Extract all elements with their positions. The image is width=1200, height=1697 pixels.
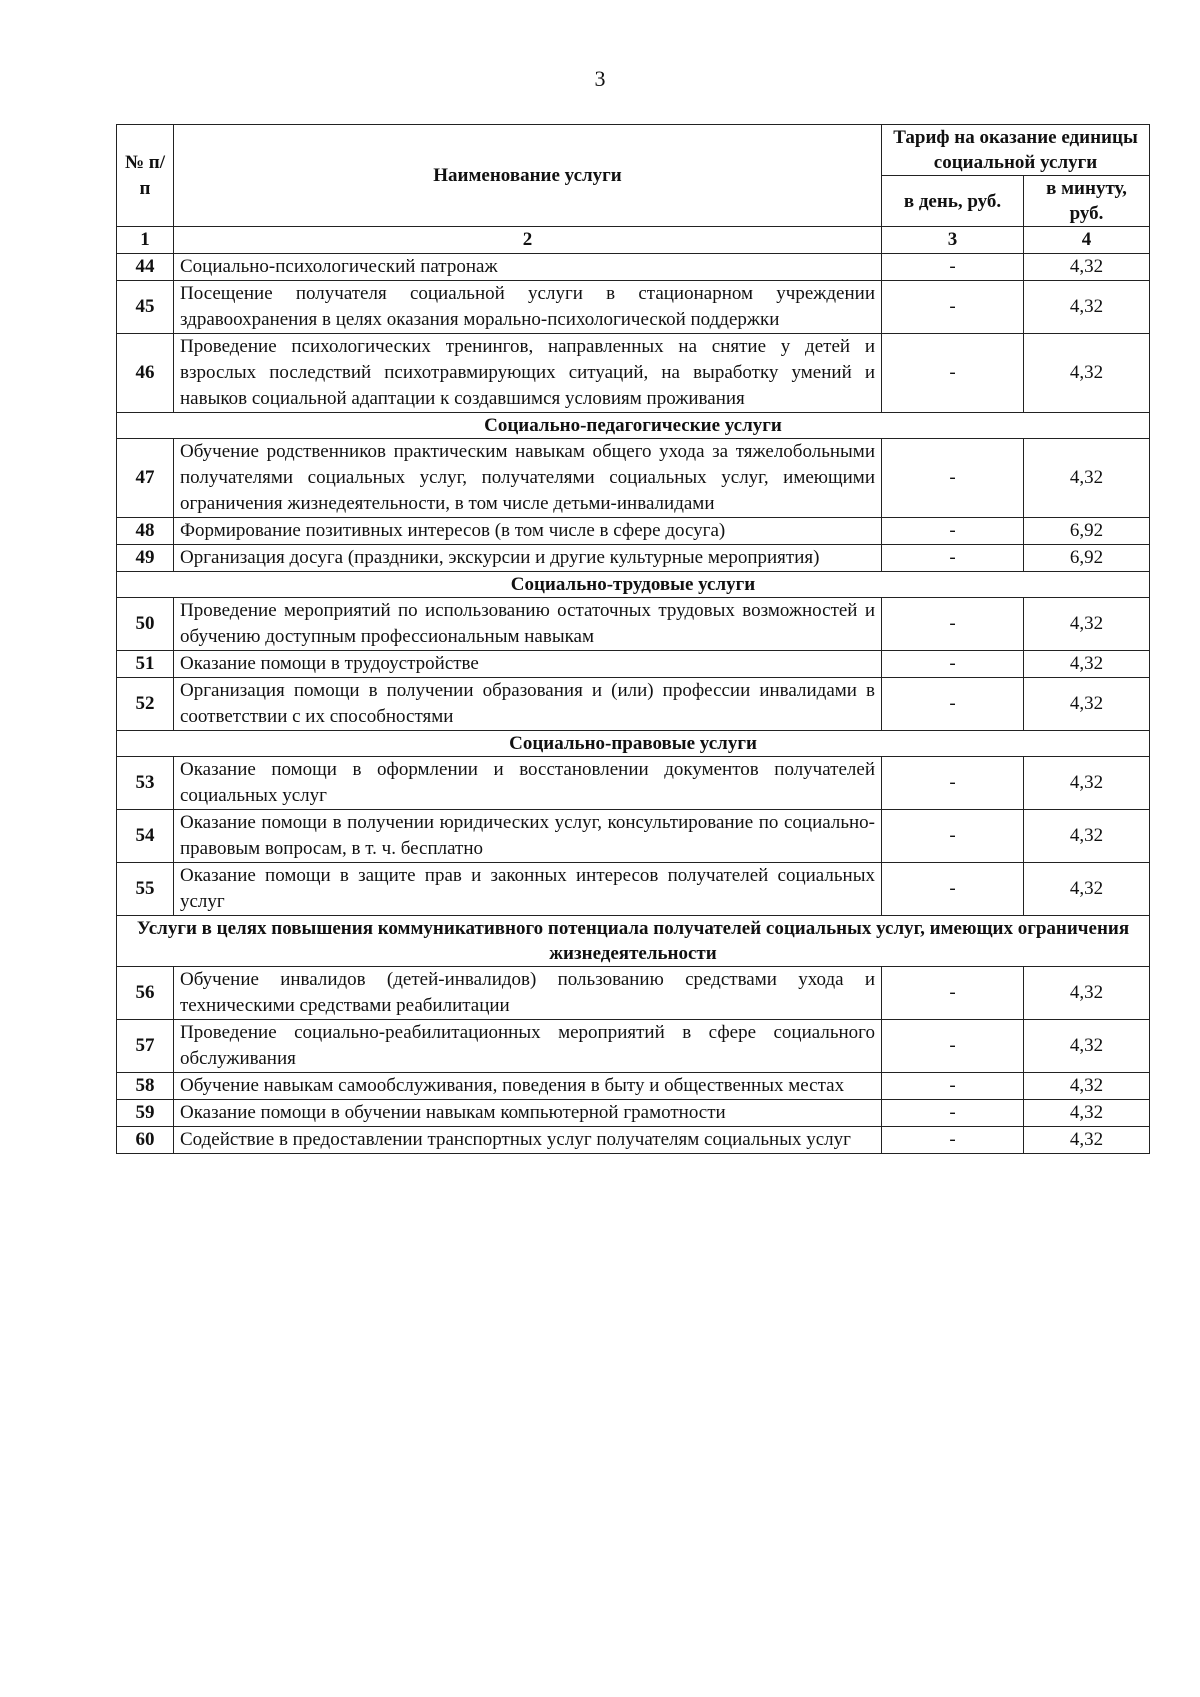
table-row xyxy=(117,810,1150,863)
tariff-per-day: - xyxy=(882,518,1024,545)
tariff-per-day: - xyxy=(882,757,1024,810)
section-title: Услуги в целях повышения коммуникативного потенциала получателей социальных услуг, имеющих ограничения жизнедеятельности xyxy=(117,916,1150,967)
table-row xyxy=(117,545,1150,572)
row-number: 54 xyxy=(117,810,174,863)
table-header xyxy=(117,125,1150,254)
table-row xyxy=(117,1100,1150,1127)
tariff-per-minute: 4,32 xyxy=(1024,1073,1150,1100)
tariff-per-day: - xyxy=(882,334,1024,413)
tariff-per-minute: 4,32 xyxy=(1024,678,1150,731)
table-row xyxy=(117,1127,1150,1154)
page-number: 3 xyxy=(594,66,606,91)
tariff-per-day: - xyxy=(882,1100,1024,1127)
tariff-per-minute: 4,32 xyxy=(1024,757,1150,810)
tariff-per-minute: 4,32 xyxy=(1024,1100,1150,1127)
service-name: Формирование позитивных интересов (в том числе в сфере досуга) xyxy=(174,518,882,545)
tariff-per-day: - xyxy=(882,598,1024,651)
service-name: Обучение инвалидов (детей-инвалидов) пользованию средствами ухода и техническими средствами реабилитации xyxy=(174,967,882,1020)
section-row xyxy=(117,916,1150,967)
column-number: 1 xyxy=(117,227,174,254)
table-row xyxy=(117,967,1150,1020)
service-name: Организация досуга (праздники, экскурсии и другие культурные мероприятия) xyxy=(174,545,882,572)
service-name: Оказание помощи в оформлении и восстановлении документов получателей социальных услуг xyxy=(174,757,882,810)
tariff-per-minute: 6,92 xyxy=(1024,518,1150,545)
row-number: 52 xyxy=(117,678,174,731)
tariff-per-day: - xyxy=(882,545,1024,572)
column-number-row xyxy=(117,227,1150,254)
service-name: Содействие в предоставлении транспортных услуг получателям социальных услуг xyxy=(174,1127,882,1154)
tariff-per-day: - xyxy=(882,1020,1024,1073)
table-row xyxy=(117,334,1150,413)
table-row xyxy=(117,1073,1150,1100)
tariff-per-day: - xyxy=(882,1127,1024,1154)
tariff-per-minute: 4,32 xyxy=(1024,651,1150,678)
service-name: Проведение психологических тренингов, направленных на снятие у детей и взрослых последствий психотравмирующих ситуаций, на выработку умений и навыков социальной адаптации к создавшимся условиям проживания xyxy=(174,334,882,413)
table-row xyxy=(117,254,1150,281)
row-number: 56 xyxy=(117,967,174,1020)
tariff-per-day: - xyxy=(882,651,1024,678)
tariff-per-minute: 4,32 xyxy=(1024,967,1150,1020)
service-name: Социально-психологический патронаж xyxy=(174,254,882,281)
table-row xyxy=(117,1020,1150,1073)
service-name: Оказание помощи в обучении навыкам компьютерной грамотности xyxy=(174,1100,882,1127)
header-tariff: Тариф на оказание единицы социальной услуги xyxy=(882,125,1150,176)
row-number: 49 xyxy=(117,545,174,572)
table-row xyxy=(117,651,1150,678)
section-row xyxy=(117,731,1150,757)
table-row xyxy=(117,518,1150,545)
section-title: Социально-трудовые услуги xyxy=(117,572,1150,598)
tariff-per-day: - xyxy=(882,678,1024,731)
tariff-per-day: - xyxy=(882,967,1024,1020)
header-num: № п/п xyxy=(117,125,174,227)
table-body xyxy=(117,254,1150,1154)
tariff-per-day: - xyxy=(882,439,1024,518)
service-name: Обучение родственников практическим навыкам общего ухода за тяжелобольными получателями социальных услуг, получателями социальных услуг, имеющими ограничения жизнедеятельности, в том числе детьми-инвалидами xyxy=(174,439,882,518)
row-number: 50 xyxy=(117,598,174,651)
tariff-per-minute: 4,32 xyxy=(1024,863,1150,916)
service-name: Оказание помощи в трудоустройстве xyxy=(174,651,882,678)
column-number: 2 xyxy=(174,227,882,254)
service-name: Проведение мероприятий по использованию остаточных трудовых возможностей и обучению доступным профессиональным навыкам xyxy=(174,598,882,651)
table-row xyxy=(117,863,1150,916)
row-number: 55 xyxy=(117,863,174,916)
tariff-per-minute: 4,32 xyxy=(1024,810,1150,863)
row-number: 60 xyxy=(117,1127,174,1154)
tariff-per-minute: 6,92 xyxy=(1024,545,1150,572)
row-number: 44 xyxy=(117,254,174,281)
row-number: 57 xyxy=(117,1020,174,1073)
table-row xyxy=(117,281,1150,334)
section-row xyxy=(117,413,1150,439)
tariff-per-day: - xyxy=(882,254,1024,281)
section-title: Социально-правовые услуги xyxy=(117,731,1150,757)
table-row xyxy=(117,678,1150,731)
service-name: Организация помощи в получении образования и (или) профессии инвалидами в соответствии с их способностями xyxy=(174,678,882,731)
row-number: 46 xyxy=(117,334,174,413)
table-row xyxy=(117,598,1150,651)
table-row xyxy=(117,757,1150,810)
tariff-per-day: - xyxy=(882,281,1024,334)
row-number: 51 xyxy=(117,651,174,678)
service-name: Посещение получателя социальной услуги в стационарном учреждении здравоохранения в целях оказания морально-психологической поддержки xyxy=(174,281,882,334)
row-number: 45 xyxy=(117,281,174,334)
tariff-table xyxy=(116,124,1150,1154)
tariff-per-minute: 4,32 xyxy=(1024,598,1150,651)
service-name: Обучение навыкам самообслуживания, поведения в быту и общественных местах xyxy=(174,1073,882,1100)
header-per-day: в день, руб. xyxy=(882,176,1024,227)
service-name: Проведение социально-реабилитационных мероприятий в сфере социального обслуживания xyxy=(174,1020,882,1073)
tariff-per-minute: 4,32 xyxy=(1024,254,1150,281)
tariff-per-minute: 4,32 xyxy=(1024,439,1150,518)
row-number: 58 xyxy=(117,1073,174,1100)
tariff-per-minute: 4,32 xyxy=(1024,1020,1150,1073)
row-number: 48 xyxy=(117,518,174,545)
table-row xyxy=(117,439,1150,518)
service-name: Оказание помощи в получении юридических услуг, консультирование по социально-правовым вопросам, в т. ч. бесплатно xyxy=(174,810,882,863)
service-name: Оказание помощи в защите прав и законных интересов получателей социальных услуг xyxy=(174,863,882,916)
column-number: 3 xyxy=(882,227,1024,254)
section-row xyxy=(117,572,1150,598)
tariff-per-day: - xyxy=(882,810,1024,863)
tariff-per-minute: 4,32 xyxy=(1024,281,1150,334)
row-number: 47 xyxy=(117,439,174,518)
section-title: Социально-педагогические услуги xyxy=(117,413,1150,439)
row-number: 53 xyxy=(117,757,174,810)
tariff-per-minute: 4,32 xyxy=(1024,1127,1150,1154)
tariff-per-day: - xyxy=(882,863,1024,916)
column-number: 4 xyxy=(1024,227,1150,254)
header-name: Наименование услуги xyxy=(174,125,882,227)
row-number: 59 xyxy=(117,1100,174,1127)
tariff-per-minute: 4,32 xyxy=(1024,334,1150,413)
header-per-minute: в минуту, руб. xyxy=(1024,176,1150,227)
tariff-per-day: - xyxy=(882,1073,1024,1100)
